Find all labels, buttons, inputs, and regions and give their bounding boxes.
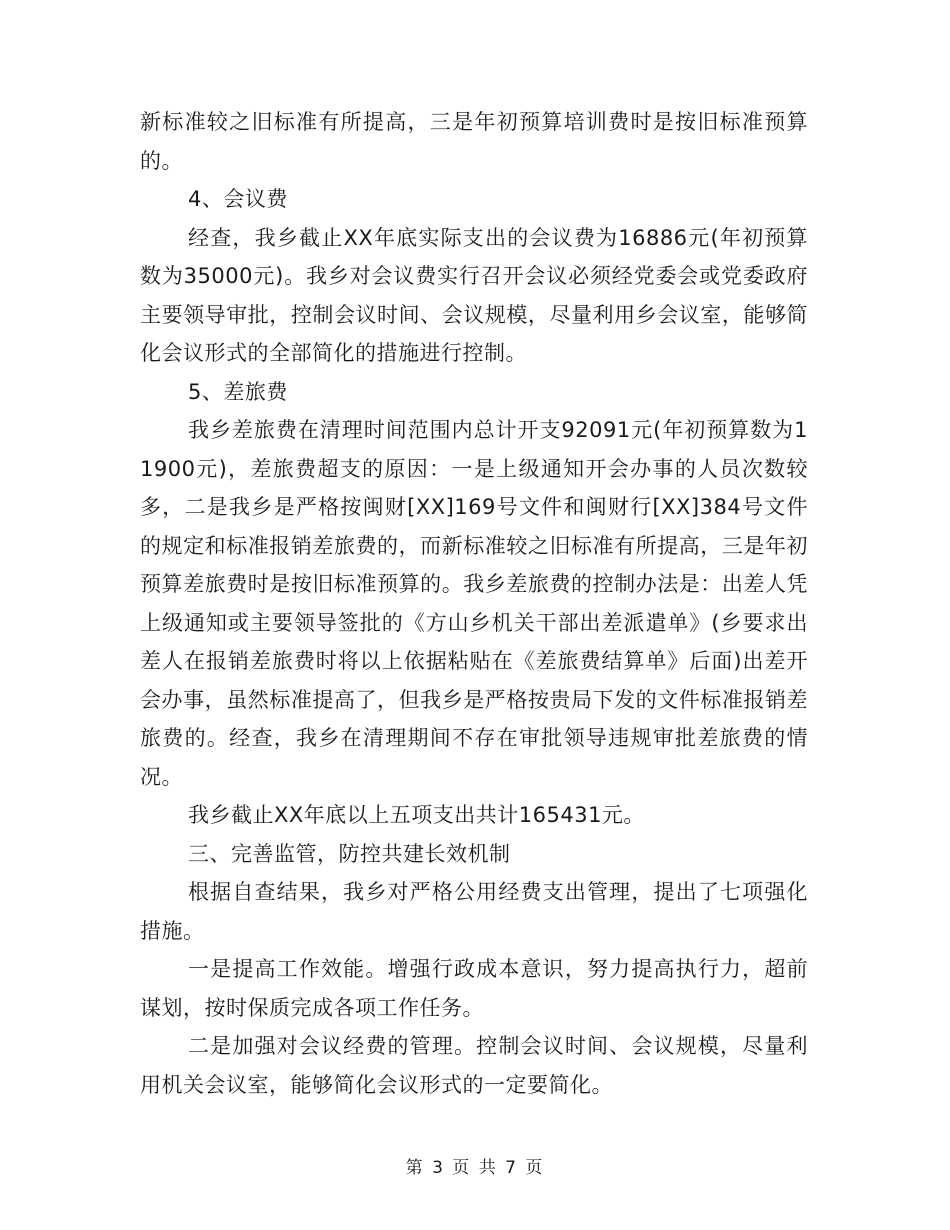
paragraph-meeting-fee: 经查，我乡截止XX年底实际支出的会议费为16886元(年初预算数为35000元)。我乡对会议费实行召开会议必须经党委会或党委政府主要领导审批，控制会议时间、会议规模，尽量利用乡会议室，能够简化会议形式的全部简化的措施进行控制。: [140, 225, 808, 365]
paragraph-measure-one: 一是提高工作效能。增强行政成本意识，努力提高执行力，超前谋划，按时保质完成各项工作任务。: [140, 957, 808, 1020]
paragraph-measure-two: 二是加强对会议经费的管理。控制会议时间、会议规模，尽量利用机关会议室，能够简化会议形式的一定要简化。: [140, 1034, 808, 1097]
paragraph-training-fee-continued: 新标准较之旧标准有所提高，三是年初预算培训费时是按旧标准预算的。: [140, 110, 808, 173]
paragraph-travel-fee: 我乡差旅费在清理时间范围内总计开支92091元(年初预算数为11900元)，差旅费超支的原因：一是上级通知开会办事的人员次数较多，二是我乡是严格按闽财[XX]169号文件和闽财行[XX]384号文件的规定和标准报销差旅费的，而新标准较之旧标准有所提高，三是年初预算差旅费时是按旧标准预算的。我乡差旅费的控制办法是：出差人凭上级通知或主要领导签批的《方山乡机关干部出差派遣单》(乡要求出差人在报销差旅费时将以上依据粘贴在《差旅费结算单》后面)出差开会办事，虽然标准提高了，但我乡是严格按贵局下发的文件标准报销差旅费的。经查，我乡在清理期间不存在审批领导违规审批差旅费的情况。: [140, 418, 808, 789]
page-number-footer: 第 3 页 共 7 页: [405, 1158, 545, 1178]
document-body: [140, 103, 808, 1104]
heading-travel-fee: 5、差旅费: [188, 379, 288, 404]
paragraph-self-check-result: 根据自查结果，我乡对严格公用经费支出管理，提出了七项强化措施。: [140, 880, 808, 943]
heading-meeting-fee: 4、会议费: [188, 187, 288, 211]
paragraph-total-expenditure: 我乡截止XX年底以上五项支出共计165431元。: [188, 803, 645, 827]
heading-section-three: 三、完善监管，防控共建长效机制: [188, 841, 511, 866]
